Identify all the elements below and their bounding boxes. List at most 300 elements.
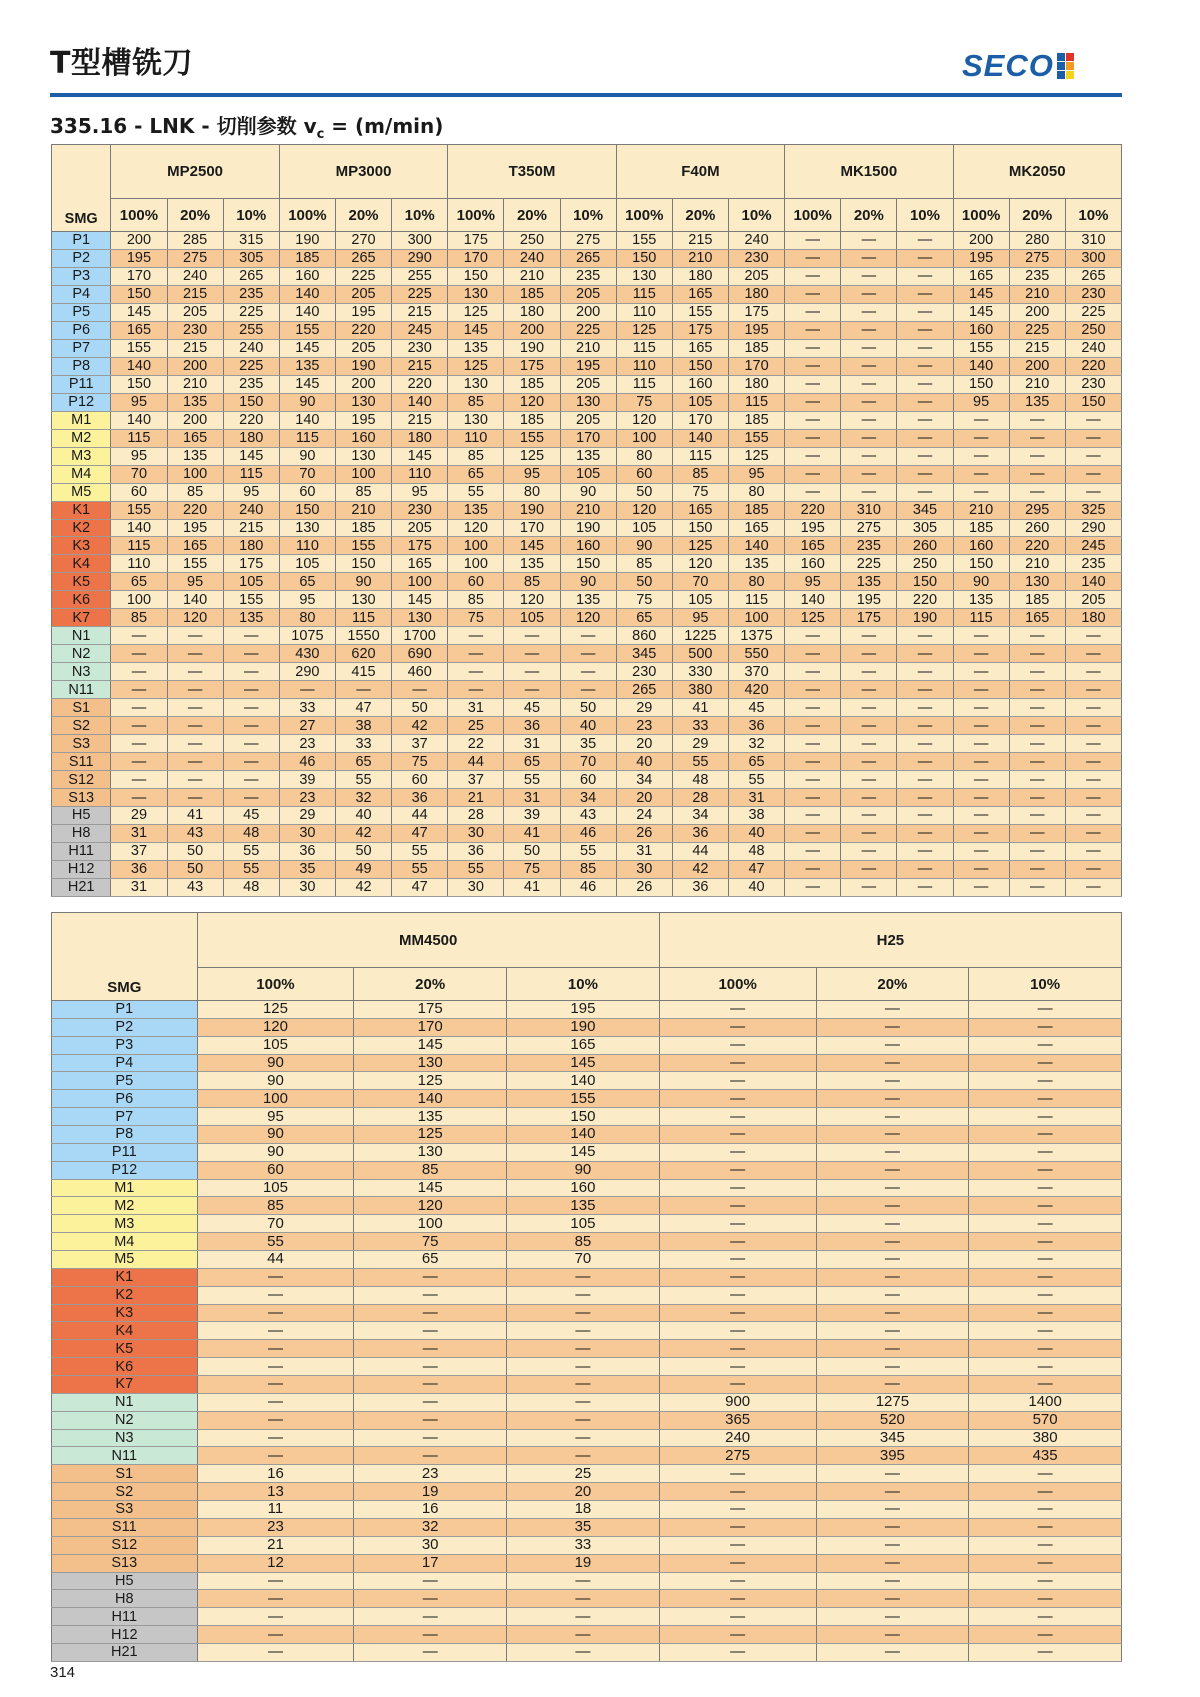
value-cell: 200 <box>953 232 1009 250</box>
brand-wordmark: SECO <box>962 48 1054 83</box>
value-cell: 135 <box>448 339 504 357</box>
value-cell: — <box>659 1465 816 1483</box>
value-cell: 90 <box>279 393 335 411</box>
percent-header: 20% <box>354 968 507 1001</box>
value-cell: 195 <box>111 249 167 267</box>
value-cell: 55 <box>223 860 279 878</box>
percent-header: 100% <box>616 199 672 232</box>
value-cell: — <box>897 717 953 735</box>
value-cell: 50 <box>167 842 223 860</box>
value-cell: 145 <box>953 303 1009 321</box>
value-cell: 120 <box>616 501 672 519</box>
value-cell: — <box>507 1429 660 1447</box>
value-cell: — <box>1065 735 1121 753</box>
cutting-data-table-2 <box>51 912 1122 1662</box>
value-cell: — <box>1009 717 1065 735</box>
value-cell: 55 <box>392 842 448 860</box>
table-row <box>52 429 1122 447</box>
value-cell: — <box>1065 699 1121 717</box>
table-row <box>52 1483 1122 1501</box>
value-cell: 150 <box>672 519 728 537</box>
value-cell: 150 <box>1065 393 1121 411</box>
value-cell: — <box>507 1393 660 1411</box>
grade-header: MK1500 <box>785 145 953 199</box>
value-cell: 105 <box>560 465 616 483</box>
value-cell: 165 <box>672 339 728 357</box>
table-row <box>52 232 1122 250</box>
value-cell: 85 <box>504 573 560 591</box>
value-cell: 395 <box>816 1447 969 1465</box>
table-row <box>52 1626 1122 1644</box>
percent-header: 20% <box>841 199 897 232</box>
table-row <box>52 321 1122 339</box>
smg-cell: S2 <box>52 717 111 735</box>
value-cell: — <box>504 645 560 663</box>
value-cell: — <box>785 663 841 681</box>
table-row <box>52 519 1122 537</box>
value-cell: 220 <box>167 501 223 519</box>
value-cell: — <box>1065 878 1121 896</box>
value-cell: 230 <box>616 663 672 681</box>
value-cell: — <box>897 393 953 411</box>
value-cell: — <box>659 1322 816 1340</box>
value-cell: 44 <box>197 1251 354 1269</box>
value-cell: — <box>953 681 1009 699</box>
value-cell: — <box>953 878 1009 896</box>
value-cell: 135 <box>504 555 560 573</box>
value-cell: — <box>167 699 223 717</box>
value-cell: — <box>953 699 1009 717</box>
value-cell: — <box>1065 771 1121 789</box>
percent-header: 10% <box>969 968 1122 1001</box>
value-cell: 85 <box>448 393 504 411</box>
value-cell: — <box>785 285 841 303</box>
value-cell: — <box>841 771 897 789</box>
value-cell: — <box>816 1626 969 1644</box>
value-cell: — <box>1065 753 1121 771</box>
value-cell: 145 <box>354 1179 507 1197</box>
value-cell: — <box>659 1536 816 1554</box>
value-cell: — <box>111 699 167 717</box>
value-cell: 38 <box>728 807 784 825</box>
value-cell: — <box>354 1447 507 1465</box>
table-row <box>52 555 1122 573</box>
value-cell: 75 <box>392 753 448 771</box>
value-cell: 37 <box>392 735 448 753</box>
value-cell: — <box>816 1233 969 1251</box>
grade-header: MP2500 <box>111 145 279 199</box>
value-cell: — <box>816 1268 969 1286</box>
value-cell: — <box>969 1608 1122 1626</box>
value-cell: 16 <box>354 1501 507 1519</box>
value-cell: — <box>354 1411 507 1429</box>
value-cell: 150 <box>507 1108 660 1126</box>
value-cell: — <box>841 357 897 375</box>
value-cell: 205 <box>1065 591 1121 609</box>
value-cell: — <box>953 483 1009 501</box>
value-cell: — <box>816 1108 969 1126</box>
value-cell: 185 <box>504 375 560 393</box>
table-row <box>52 1268 1122 1286</box>
table-row <box>52 1143 1122 1161</box>
value-cell: 125 <box>448 357 504 375</box>
value-cell: 165 <box>1009 609 1065 627</box>
value-cell: 11 <box>197 1501 354 1519</box>
value-cell: — <box>1009 824 1065 842</box>
value-cell: — <box>1009 483 1065 501</box>
value-cell: 30 <box>279 824 335 842</box>
value-cell: 44 <box>392 807 448 825</box>
value-cell: — <box>659 1643 816 1661</box>
value-cell: 33 <box>672 717 728 735</box>
value-cell: — <box>785 267 841 285</box>
value-cell: 110 <box>616 303 672 321</box>
value-cell: 1275 <box>816 1393 969 1411</box>
value-cell: 47 <box>728 860 784 878</box>
brand-mark-icon <box>1057 53 1074 79</box>
value-cell: 90 <box>197 1126 354 1144</box>
value-cell: — <box>816 1501 969 1519</box>
value-cell: — <box>1065 807 1121 825</box>
smg-cell: S12 <box>52 771 111 789</box>
value-cell: 40 <box>728 878 784 896</box>
value-cell: — <box>841 232 897 250</box>
value-cell: 1550 <box>335 627 391 645</box>
value-cell: 100 <box>167 465 223 483</box>
value-cell: — <box>841 267 897 285</box>
value-cell: 70 <box>279 465 335 483</box>
value-cell: 145 <box>279 339 335 357</box>
value-cell: 36 <box>672 878 728 896</box>
value-cell: — <box>785 232 841 250</box>
table-row <box>52 1643 1122 1661</box>
value-cell: — <box>816 1161 969 1179</box>
value-cell: — <box>111 645 167 663</box>
value-cell: 145 <box>354 1036 507 1054</box>
table-row <box>52 627 1122 645</box>
value-cell: 28 <box>448 807 504 825</box>
value-cell: — <box>785 807 841 825</box>
value-cell: — <box>354 1340 507 1358</box>
table-row <box>52 285 1122 303</box>
value-cell: 290 <box>1065 519 1121 537</box>
value-cell: — <box>816 1072 969 1090</box>
value-cell: 370 <box>728 663 784 681</box>
value-cell: 20 <box>616 735 672 753</box>
value-cell: — <box>785 393 841 411</box>
smg-cell: S12 <box>52 1536 198 1554</box>
table-row <box>52 1465 1122 1483</box>
value-cell: 150 <box>953 375 1009 393</box>
value-cell: 34 <box>616 771 672 789</box>
value-cell: 85 <box>167 483 223 501</box>
percent-header: 20% <box>1009 199 1065 232</box>
value-cell: 200 <box>504 321 560 339</box>
value-cell: 36 <box>392 789 448 807</box>
smg-cell: S3 <box>52 1501 198 1519</box>
value-cell: — <box>953 860 1009 878</box>
value-cell: — <box>111 627 167 645</box>
value-cell: 165 <box>167 429 223 447</box>
percent-header: 20% <box>504 199 560 232</box>
value-cell: 115 <box>616 339 672 357</box>
value-cell: — <box>1065 429 1121 447</box>
value-cell: 250 <box>1065 321 1121 339</box>
page-number: 314 <box>50 1664 76 1681</box>
smg-cell: N1 <box>52 1393 198 1411</box>
value-cell: 140 <box>785 591 841 609</box>
value-cell: — <box>897 627 953 645</box>
value-cell: 75 <box>354 1233 507 1251</box>
smg-header: SMG <box>52 145 111 232</box>
value-cell: 26 <box>616 824 672 842</box>
smg-cell: P11 <box>52 375 111 393</box>
value-cell: 115 <box>111 537 167 555</box>
value-cell: 105 <box>197 1036 354 1054</box>
value-cell: — <box>659 1233 816 1251</box>
value-cell: — <box>841 860 897 878</box>
value-cell: 140 <box>167 591 223 609</box>
value-cell: — <box>1065 465 1121 483</box>
table-row <box>52 717 1122 735</box>
value-cell: 235 <box>841 537 897 555</box>
value-cell: — <box>659 1608 816 1626</box>
header-rule <box>50 93 1122 97</box>
value-cell: — <box>785 699 841 717</box>
value-cell: — <box>969 1054 1122 1072</box>
value-cell: — <box>785 375 841 393</box>
value-cell: 140 <box>672 429 728 447</box>
value-cell: 39 <box>279 771 335 789</box>
value-cell: 245 <box>1065 537 1121 555</box>
value-cell: 160 <box>953 321 1009 339</box>
value-cell: — <box>897 681 953 699</box>
value-cell: — <box>354 1304 507 1322</box>
value-cell: — <box>197 1393 354 1411</box>
value-cell: — <box>969 1126 1122 1144</box>
value-cell: 200 <box>111 232 167 250</box>
value-cell: 65 <box>728 753 784 771</box>
value-cell: 305 <box>223 249 279 267</box>
value-cell: 180 <box>223 537 279 555</box>
value-cell: 190 <box>279 232 335 250</box>
table-row <box>52 1358 1122 1376</box>
value-cell: — <box>659 1358 816 1376</box>
value-cell: 220 <box>897 591 953 609</box>
value-cell: 70 <box>560 753 616 771</box>
value-cell: 120 <box>354 1197 507 1215</box>
value-cell: 90 <box>560 573 616 591</box>
value-cell: 36 <box>504 717 560 735</box>
value-cell: — <box>448 681 504 699</box>
value-cell: — <box>197 1572 354 1590</box>
value-cell: 95 <box>672 609 728 627</box>
value-cell: — <box>841 249 897 267</box>
value-cell: — <box>841 447 897 465</box>
value-cell: 180 <box>728 285 784 303</box>
value-cell: — <box>507 1572 660 1590</box>
value-cell: 65 <box>335 753 391 771</box>
value-cell: 160 <box>279 267 335 285</box>
value-cell: — <box>167 681 223 699</box>
smg-cell: N3 <box>52 1429 198 1447</box>
value-cell: 230 <box>728 249 784 267</box>
value-cell: 33 <box>507 1536 660 1554</box>
value-cell: — <box>785 717 841 735</box>
value-cell: 220 <box>335 321 391 339</box>
value-cell: — <box>953 447 1009 465</box>
value-cell: 460 <box>392 663 448 681</box>
value-cell: 35 <box>560 735 616 753</box>
value-cell: — <box>504 681 560 699</box>
value-cell: 35 <box>507 1518 660 1536</box>
value-cell: 55 <box>197 1233 354 1251</box>
value-cell: 260 <box>1009 519 1065 537</box>
value-cell: 160 <box>560 537 616 555</box>
value-cell: 60 <box>111 483 167 501</box>
value-cell: 155 <box>507 1090 660 1108</box>
smg-cell: P3 <box>52 1036 198 1054</box>
table-row <box>52 393 1122 411</box>
value-cell: 50 <box>504 842 560 860</box>
value-cell: 310 <box>1065 232 1121 250</box>
table-row <box>52 591 1122 609</box>
value-cell: 135 <box>167 393 223 411</box>
value-cell: 26 <box>616 878 672 896</box>
grade-header: MP3000 <box>279 145 447 199</box>
value-cell: 120 <box>560 609 616 627</box>
value-cell: 90 <box>197 1143 354 1161</box>
value-cell: 85 <box>507 1233 660 1251</box>
value-cell: 175 <box>841 609 897 627</box>
value-cell: — <box>354 1590 507 1608</box>
value-cell: — <box>785 645 841 663</box>
value-cell: 60 <box>279 483 335 501</box>
value-cell: 220 <box>1009 537 1065 555</box>
grade-header: F40M <box>616 145 784 199</box>
value-cell: — <box>953 411 1009 429</box>
value-cell: 190 <box>504 501 560 519</box>
value-cell: — <box>841 411 897 429</box>
value-cell: 215 <box>167 285 223 303</box>
value-cell: — <box>1065 483 1121 501</box>
smg-cell: M5 <box>52 1251 198 1269</box>
value-cell: — <box>816 1643 969 1661</box>
value-cell: 250 <box>897 555 953 573</box>
value-cell: — <box>1009 447 1065 465</box>
value-cell: 95 <box>392 483 448 501</box>
value-cell: 145 <box>953 285 1009 303</box>
value-cell: — <box>841 375 897 393</box>
value-cell: — <box>969 1143 1122 1161</box>
value-cell: 180 <box>504 303 560 321</box>
value-cell: 30 <box>616 860 672 878</box>
value-cell: 110 <box>392 465 448 483</box>
value-cell: 22 <box>448 735 504 753</box>
value-cell: 50 <box>616 573 672 591</box>
value-cell: — <box>659 1126 816 1144</box>
value-cell: 150 <box>223 393 279 411</box>
value-cell: 140 <box>111 519 167 537</box>
value-cell: 16 <box>197 1465 354 1483</box>
smg-cell: H5 <box>52 807 111 825</box>
smg-cell: M5 <box>52 483 111 501</box>
value-cell: — <box>1009 735 1065 753</box>
value-cell: 50 <box>392 699 448 717</box>
value-cell: 225 <box>560 321 616 339</box>
value-cell: 200 <box>335 375 391 393</box>
value-cell: — <box>354 1608 507 1626</box>
grade-header: H25 <box>659 913 1121 968</box>
value-cell: — <box>167 753 223 771</box>
table-row <box>52 357 1122 375</box>
value-cell: 1375 <box>728 627 784 645</box>
table-row <box>52 1501 1122 1519</box>
value-cell: 175 <box>728 303 784 321</box>
value-cell: 130 <box>279 519 335 537</box>
value-cell: 205 <box>560 375 616 393</box>
value-cell: 125 <box>785 609 841 627</box>
value-cell: 155 <box>111 501 167 519</box>
value-cell: 140 <box>279 285 335 303</box>
value-cell: 125 <box>354 1126 507 1144</box>
smg-cell: N1 <box>52 627 111 645</box>
percent-header: 10% <box>728 199 784 232</box>
value-cell: 380 <box>969 1429 1122 1447</box>
value-cell: 29 <box>111 807 167 825</box>
value-cell: 100 <box>448 555 504 573</box>
value-cell: 145 <box>392 447 448 465</box>
value-cell: 43 <box>560 807 616 825</box>
value-cell: 325 <box>1065 501 1121 519</box>
value-cell: 55 <box>672 753 728 771</box>
smg-cell: P2 <box>52 1018 198 1036</box>
value-cell: 100 <box>392 573 448 591</box>
value-cell: 39 <box>504 807 560 825</box>
value-cell: 155 <box>953 339 1009 357</box>
value-cell: 75 <box>616 393 672 411</box>
value-cell: 420 <box>728 681 784 699</box>
smg-cell: M2 <box>52 429 111 447</box>
value-cell: — <box>659 1286 816 1304</box>
percent-header: 10% <box>897 199 953 232</box>
value-cell: — <box>659 1197 816 1215</box>
value-cell: 215 <box>392 357 448 375</box>
value-cell: — <box>897 339 953 357</box>
table-row <box>52 1072 1122 1090</box>
value-cell: 195 <box>841 591 897 609</box>
value-cell: — <box>659 1143 816 1161</box>
value-cell: 245 <box>392 321 448 339</box>
value-cell: 30 <box>354 1536 507 1554</box>
value-cell: 85 <box>111 609 167 627</box>
value-cell: 120 <box>504 591 560 609</box>
value-cell: 60 <box>448 573 504 591</box>
value-cell: 13 <box>197 1483 354 1501</box>
value-cell: — <box>841 699 897 717</box>
value-cell: 110 <box>448 429 504 447</box>
value-cell: 47 <box>392 878 448 896</box>
value-cell: — <box>659 1036 816 1054</box>
value-cell: 135 <box>560 447 616 465</box>
value-cell: — <box>659 1215 816 1233</box>
value-cell: 33 <box>335 735 391 753</box>
smg-cell: P4 <box>52 285 111 303</box>
value-cell: — <box>1009 411 1065 429</box>
value-cell: 29 <box>616 699 672 717</box>
smg-cell: S11 <box>52 753 111 771</box>
smg-cell: P12 <box>52 1161 198 1179</box>
